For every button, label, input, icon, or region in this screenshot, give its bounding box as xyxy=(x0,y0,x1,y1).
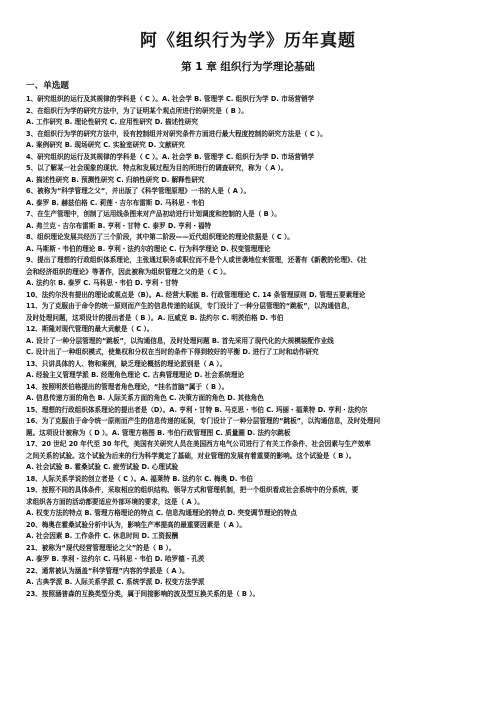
question-line: 15、理想的行政组织体系理论的提出者是（D）。A. 亨利・甘特 B. 马克思・韦伯 C. 玛丽・福莱特 D. 亨利・法约尔 xyxy=(26,405,368,414)
question-line: A. 社会试验 B. 霍桑试验 C. 疲劳试验 D. 心理试验 xyxy=(26,463,179,471)
question-line: 20、梅奥在霍桑试验分析中认为，影响生产率提高的最重要因素是（ A ）。 xyxy=(26,520,246,529)
question-line: A. 设计了一种分层管理的“跳板”，以沟通信息，及时处理问题 B. 首先采用了现代化的大规模装配作业线 xyxy=(26,336,334,345)
document-title: 阿《组织行为学》历年真题 xyxy=(140,31,356,51)
question-line: A. 信息传递方面的角色 B. 人际关系方面的角色 C. 决策方面的角色 D. 其他角色 xyxy=(26,394,264,402)
question-line: 题。这项设计被称为（ D ）。A. 管理方格图 B. 韦伯行政管理图 C. 质量圈 D. 法约尔跳板 xyxy=(26,428,291,437)
question-line: 5、以了解某一社会现象的现状、特点和发展过程为目的所进行的调查研究，称为（ A ）。 xyxy=(26,164,288,172)
question-line: 13、只讲具体的人、物和案例，缺乏理论概括的理论派别是（ A ）。 xyxy=(26,359,227,368)
question-line: 12、斯隆对现代管理的最大贡献是（ C ）。 xyxy=(26,325,154,333)
question-line: 3、在组织行为学的研究方法中，设有控制组并对研究条件方面进行最大程度控制的研究方法是（ C ）。 xyxy=(26,129,327,138)
question-line: A. 法约尔 B. 泰罗 C. 马科思・韦伯 D. 亨利・甘特 xyxy=(26,279,179,287)
question-line: 8、组织理论发展共经历了三个阶段，其中第二阶段——近代组织理论的理论依据是（ C ）。 xyxy=(26,233,294,241)
question-line: 16、为了克服由于命令统一原则而产生的信息传递的延误，专门设计了一种分层管理的“跳板”，以沟通信息，及时处理问 xyxy=(26,417,381,425)
question-line: A. 经验主义管理学派 B. 经理角色理论 C. 古典管理理论 D. 社会系统理论 xyxy=(26,371,245,379)
question-line: A. 案例研究 B. 现场研究 C. 实验室研究 D. 文献研究 xyxy=(26,141,185,149)
question-list xyxy=(26,94,470,600)
question-line: 6、被称为“科学管理之父”，并出版了《科学管理原理》一书的人是（ A ）。 xyxy=(26,187,251,195)
question-line: A. 弗兰克・吉尔布雷斯 B. 亨利・甘特 C. 泰罗 D. 亨利・福特 xyxy=(26,221,212,230)
question-line: 19、按照不同的具体条件，采取相应的组织结构、领导方式和管理机制，把一个组织看成社会系统中的分系统，要 xyxy=(26,486,359,494)
question-line: 23、按照涵普森的互换类型分类，属于间接影响的波及型互换关系的是（ B ）。 xyxy=(26,589,260,598)
question-line: A. 泰罗 B. 享利・法约尔 C. 马科思・韦伯 D. 哈罗德・孔茨 xyxy=(26,555,205,563)
question-line: 及时处理问题，这项设计的提出者是（ B ）。A. 厄威克 B. 法约尔 C. 明茨伯格 D. 韦伯 xyxy=(26,313,284,322)
question-line: 18、人际关系学说的创立者是（ C ）。A. 福莱特 B. 法约尔 C. 梅奥 D. 韦伯 xyxy=(26,474,253,483)
question-line: 10、法约尔没有提出的理论或观点是（B）。A. 经营大职能 B. 行政管理理论 C. 14 条管理原则 D. 管理五要素理论 xyxy=(26,290,366,299)
question-line: A. 泰罗 B. 赫兹伯格 C. 莉莲・吉尔布雷斯 D. 马科思・韦伯 xyxy=(26,198,205,207)
question-line: A. 古典学派 B. 人际关系学派 C. 系统学派 D. 权变方法学派 xyxy=(26,578,205,586)
question-line: C. 设计出了一种组织模式，使集权和分权在当时的条件下得到较好的平衡 D. 进行了工时和动作研究 xyxy=(26,348,319,356)
question-line: 21、被称为“现代经营管理理论之父”的是（ B ）。 xyxy=(26,543,176,552)
question-line: A. 描述性研究 B. 预测性研究 C. 归纳性研究 D. 解释性研究 xyxy=(26,175,205,184)
question-line: A. 权变方法的特点 B. 管理方格理论的特点 C. 信息沟通理论的特点 D. 突变调节理论的特点 xyxy=(26,509,297,517)
question-line: A. 马斯斯・韦伯的理论 B. 亨利・法约尔的理论 C. 行为科学理论 D. 权变管理理论 xyxy=(26,244,271,253)
question-line: 11、为了克服由于命令的统一原则而产生的信息传递的延误，专门设计了一种分层管理的“跳板”，以沟通信息， xyxy=(26,302,354,310)
question-line: 4、研究组织的运行及其规律的学科是（ C ）。A. 社会学 B. 管理学 C. 组织行为学 D. 市场营销学 xyxy=(26,152,315,161)
section-heading: 一、单选题 xyxy=(26,81,69,91)
question-line: 7、在生产管理中，创制了运用线条图来对产品初动进行计划调度和控制的人是（ B ）。 xyxy=(26,210,281,218)
question-line: 会和经济组织的理论》等著作，因此被称为组织管理之父的是（ C ）。 xyxy=(26,267,230,276)
question-line: 22、通常被认为涵盖“科学管理”内容的学派是（ A ）。 xyxy=(26,566,189,575)
question-line: 2、在组织行为学的研究方法中，为了证明某个观点所进行的研究是（ B ）。 xyxy=(26,106,248,115)
question-line: 之间关系的试验。这个试验为后来的行为科学奠定了基础，对业管理的发展有着重要的影响。这个试验是（ B ）。 xyxy=(26,451,356,460)
question-line: 17、20 世纪 20 年代至 30 年代，美国有关研究人员在美国西方电气公司进行了有关工作条件、社会因素与生产效率 xyxy=(26,440,371,448)
question-line: 求组织各方面的活动都要适应外部环境的要求，这是（ A ）。 xyxy=(26,497,204,506)
chapter-heading: 第 1 章 组织行为学理论基础 xyxy=(181,61,315,73)
question-line: A. 工作研究 B. 理论性研究 C. 应用性研究 D. 描述性研究 xyxy=(26,118,198,126)
question-line: 14、按照明茨伯格提出的管理者角色理论，“挂名首脑”属于（ B ）。 xyxy=(26,382,229,391)
question-line: 9、提出了理想的行政组织体系理论，主张通过职务或职位而不是个人或世袭地位来管理，还著有《新教的伦理》、《社 xyxy=(26,256,367,264)
question-line: 1、研究组织的运行及其规律的学科是（ C ）。A. 社会学 B. 管理学 C. 组织行为学 D. 市场营销学 xyxy=(26,95,315,103)
question-line: A. 社会因素 B. 工作条件 C. 休息时间 D. 工资报酬 xyxy=(26,532,179,540)
